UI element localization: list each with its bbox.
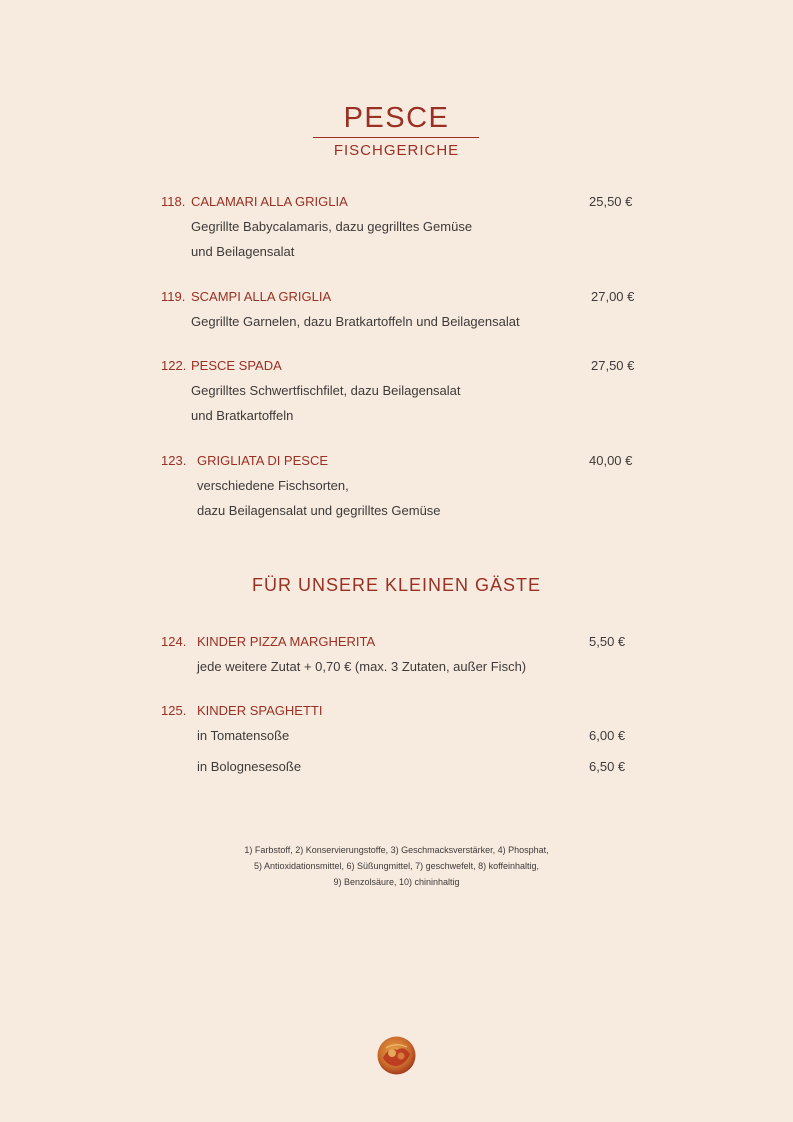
title-divider	[313, 137, 479, 138]
item-description-line: Gegrillte Babycalamaris, dazu gegrilltes Gemüse	[191, 219, 473, 234]
restaurant-emblem-icon	[377, 1036, 416, 1075]
item-description-line: und Beilagensalat	[191, 244, 295, 259]
item-description-line: jede weitere Zutat + 0,70 € (max. 3 Zutaten, außer Fisch)	[197, 659, 527, 674]
item-description-line: Gegrillte Garnelen, dazu Bratkartoffeln und Beilagensalat	[191, 314, 520, 329]
allergen-line: 9) Benzolsäure, 10) chininhaltig	[333, 877, 460, 887]
item-description-line: dazu Beilagensalat und gegrilltes Gemüse	[197, 503, 441, 518]
section-subtitle: FISCHGERICHE	[333, 142, 460, 159]
item-variant-label: in Tomatensoße	[197, 728, 290, 743]
item-number: 124.	[161, 634, 187, 649]
kids-section-title: FÜR UNSERE KLEINEN GÄSTE	[251, 575, 542, 595]
item-price: 5,50 €	[589, 634, 626, 649]
item-variant-price: 6,50 €	[589, 759, 626, 774]
item-name: GRIGLIATA DI PESCE	[197, 453, 328, 468]
allergen-line: 5) Antioxidationsmittel, 6) Süßungmittel, 7) geschwefelt, 8) koffeinhaltig,	[254, 861, 539, 871]
item-number: 125.	[161, 703, 187, 718]
item-variant-price: 6,00 €	[589, 728, 626, 743]
item-number: 122.	[161, 358, 187, 373]
item-price: 27,50 €	[591, 358, 635, 373]
item-price: 40,00 €	[589, 453, 633, 468]
allergen-line: 1) Farbstoff, 2) Konservierungstoffe, 3) Geschmacksverstärker, 4) Phosphat,	[244, 845, 549, 855]
item-price: 27,00 €	[591, 289, 635, 304]
allergen-footnote	[0, 842, 793, 890]
item-name: KINDER SPAGHETTI	[197, 703, 323, 718]
item-name: PESCE SPADA	[191, 358, 282, 373]
item-variant-label: in Bolognesesoße	[197, 759, 302, 774]
item-description-line: Gegrilltes Schwertfischfilet, dazu Beilagensalat	[191, 383, 461, 398]
item-name: CALAMARI ALLA GRIGLIA	[191, 194, 348, 209]
section-title: PESCE	[343, 102, 450, 134]
item-number: 119.	[161, 289, 186, 304]
item-name: KINDER PIZZA MARGHERITA	[197, 634, 376, 649]
item-price: 25,50 €	[589, 194, 633, 209]
item-description-line: und Bratkartoffeln	[191, 408, 294, 423]
item-name: SCAMPI ALLA GRIGLIA	[191, 289, 332, 304]
item-number: 118.	[161, 194, 186, 209]
item-description-line: verschiedene Fischsorten,	[197, 478, 349, 493]
item-number: 123.	[161, 453, 187, 468]
